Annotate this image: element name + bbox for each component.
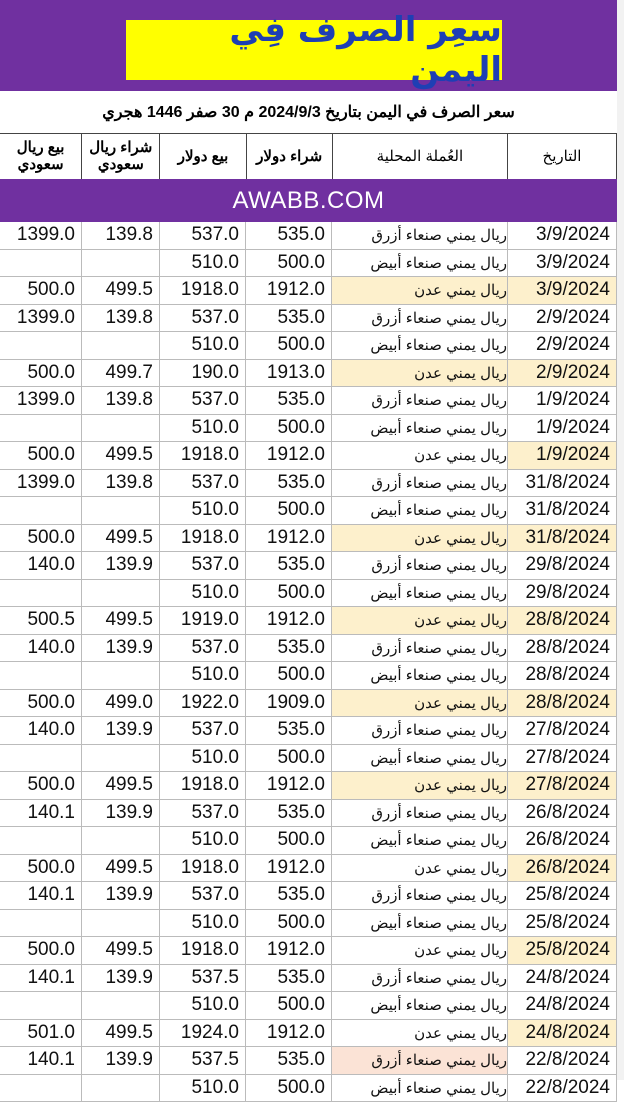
cell-buy-sar[interactable] <box>82 827 160 854</box>
cell-date[interactable]: 3/9/2024 <box>508 222 617 249</box>
cell-sell-usd[interactable]: 537.0 <box>160 552 246 579</box>
cell-sell-usd[interactable]: 537.0 <box>160 635 246 662</box>
cell-buy-usd[interactable]: 1912.0 <box>246 855 332 882</box>
cell-buy-usd[interactable]: 1912.0 <box>246 772 332 799</box>
cell-buy-usd[interactable]: 535.0 <box>246 635 332 662</box>
cell-buy-sar[interactable]: 139.9 <box>82 800 160 827</box>
header-sell-usd: بيع دولار <box>160 133 246 179</box>
cell-sell-sar[interactable]: 500.0 <box>0 525 82 552</box>
table-row <box>0 1020 617 1048</box>
table-row <box>0 882 617 910</box>
cell-currency[interactable]: ريال يمني عدن <box>332 442 508 469</box>
cell-currency[interactable]: ريال يمني عدن <box>332 1020 508 1047</box>
cell-date[interactable]: 1/9/2024 <box>508 415 617 442</box>
table-row <box>0 415 617 443</box>
cell-buy-sar[interactable] <box>82 1075 160 1102</box>
cell-sell-sar[interactable]: 501.0 <box>0 1020 82 1047</box>
table-row <box>0 772 617 800</box>
cell-date[interactable]: 3/9/2024 <box>508 250 617 277</box>
cell-sell-sar[interactable] <box>0 1075 82 1102</box>
table-row <box>0 690 617 718</box>
cell-buy-sar[interactable]: 499.5 <box>82 442 160 469</box>
sheet-edge <box>617 0 624 1080</box>
cell-date[interactable]: 27/8/2024 <box>508 745 617 772</box>
cell-currency[interactable]: ريال يمني عدن <box>332 937 508 964</box>
cell-currency[interactable]: ريال يمني صنعاء أزرق <box>332 305 508 332</box>
cell-buy-usd[interactable]: 535.0 <box>246 882 332 909</box>
header-sell-sar: بيع ريال سعودي <box>0 133 82 179</box>
cell-sell-sar[interactable] <box>0 497 82 524</box>
cell-sell-sar[interactable] <box>0 745 82 772</box>
cell-buy-usd[interactable]: 535.0 <box>246 717 332 744</box>
cell-sell-usd[interactable]: 537.0 <box>160 305 246 332</box>
table-row <box>0 497 617 525</box>
cell-date[interactable]: 31/8/2024 <box>508 470 617 497</box>
cell-sell-usd[interactable]: 510.0 <box>160 497 246 524</box>
cell-sell-sar[interactable] <box>0 580 82 607</box>
cell-currency[interactable]: ريال يمني عدن <box>332 772 508 799</box>
cell-buy-usd[interactable]: 1909.0 <box>246 690 332 717</box>
cell-date[interactable]: 27/8/2024 <box>508 772 617 799</box>
cell-date[interactable]: 29/8/2024 <box>508 580 617 607</box>
cell-currency[interactable]: ريال يمني صنعاء أزرق <box>332 470 508 497</box>
table-row <box>0 965 617 993</box>
cell-buy-usd[interactable]: 500.0 <box>246 745 332 772</box>
cell-sell-usd[interactable]: 537.0 <box>160 470 246 497</box>
cell-sell-sar[interactable]: 140.1 <box>0 1047 82 1074</box>
table-row <box>0 855 617 883</box>
cell-sell-usd[interactable]: 1919.0 <box>160 607 246 634</box>
cell-date[interactable]: 22/8/2024 <box>508 1075 617 1102</box>
cell-buy-sar[interactable]: 139.9 <box>82 882 160 909</box>
table-row <box>0 1047 617 1075</box>
table-row <box>0 1075 617 1102</box>
cell-date[interactable]: 24/8/2024 <box>508 965 617 992</box>
cell-buy-usd[interactable]: 535.0 <box>246 222 332 249</box>
cell-currency[interactable]: ريال يمني عدن <box>332 855 508 882</box>
subtitle: سعر الصرف في اليمن بتاريخ 2024/9/3 م 30 صفر 1446 هجري <box>0 91 617 134</box>
cell-sell-sar[interactable]: 140.1 <box>0 882 82 909</box>
table-row <box>0 250 617 278</box>
cell-buy-sar[interactable]: 139.9 <box>82 717 160 744</box>
header-buy-sar: شراء ريال سعودي <box>82 133 160 179</box>
cell-buy-sar[interactable]: 499.7 <box>82 360 160 387</box>
table-row <box>0 277 617 305</box>
cell-date[interactable]: 2/9/2024 <box>508 305 617 332</box>
table-row <box>0 662 617 690</box>
cell-buy-usd[interactable]: 500.0 <box>246 250 332 277</box>
header-buy-usd: شراء دولار <box>247 133 333 179</box>
cell-date[interactable]: 24/8/2024 <box>508 992 617 1019</box>
cell-sell-sar[interactable]: 1399.0 <box>0 305 82 332</box>
cell-sell-usd[interactable]: 510.0 <box>160 332 246 359</box>
cell-sell-usd[interactable]: 510.0 <box>160 1075 246 1102</box>
cell-sell-sar[interactable] <box>0 662 82 689</box>
cell-date[interactable]: 31/8/2024 <box>508 497 617 524</box>
cell-sell-usd[interactable]: 537.5 <box>160 1047 246 1074</box>
cell-currency[interactable]: ريال يمني صنعاء أبيض <box>332 662 508 689</box>
cell-currency[interactable]: ريال يمني صنعاء أزرق <box>332 387 508 414</box>
cell-date[interactable]: 28/8/2024 <box>508 662 617 689</box>
cell-buy-usd[interactable]: 1912.0 <box>246 277 332 304</box>
cell-date[interactable]: 25/8/2024 <box>508 937 617 964</box>
cell-buy-sar[interactable] <box>82 332 160 359</box>
cell-date[interactable]: 2/9/2024 <box>508 360 617 387</box>
cell-currency[interactable]: ريال يمني صنعاء أبيض <box>332 497 508 524</box>
cell-buy-sar[interactable]: 139.9 <box>82 552 160 579</box>
cell-buy-sar[interactable] <box>82 992 160 1019</box>
cell-sell-sar[interactable] <box>0 415 82 442</box>
cell-sell-sar[interactable]: 500.5 <box>0 607 82 634</box>
cell-buy-usd[interactable]: 500.0 <box>246 580 332 607</box>
cell-currency[interactable]: ريال يمني صنعاء أبيض <box>332 250 508 277</box>
cell-date[interactable]: 28/8/2024 <box>508 635 617 662</box>
cell-sell-sar[interactable]: 500.0 <box>0 277 82 304</box>
cell-sell-usd[interactable]: 537.0 <box>160 800 246 827</box>
cell-buy-usd[interactable]: 535.0 <box>246 1047 332 1074</box>
table-row <box>0 387 617 415</box>
cell-sell-sar[interactable]: 1399.0 <box>0 387 82 414</box>
table-row <box>0 222 617 250</box>
cell-date[interactable]: 3/9/2024 <box>508 277 617 304</box>
cell-sell-usd[interactable]: 1918.0 <box>160 937 246 964</box>
cell-date[interactable]: 25/8/2024 <box>508 882 617 909</box>
cell-sell-usd[interactable]: 510.0 <box>160 745 246 772</box>
cell-sell-usd[interactable]: 510.0 <box>160 827 246 854</box>
cell-sell-sar[interactable]: 500.0 <box>0 442 82 469</box>
cell-currency[interactable]: ريال يمني عدن <box>332 360 508 387</box>
table-row <box>0 937 617 965</box>
header-currency: العُملة المحلية <box>333 133 508 179</box>
table-row <box>0 910 617 938</box>
cell-buy-sar[interactable]: 499.0 <box>82 690 160 717</box>
cell-buy-usd[interactable]: 1912.0 <box>246 525 332 552</box>
cell-buy-sar[interactable]: 499.5 <box>82 937 160 964</box>
cell-buy-usd[interactable]: 500.0 <box>246 910 332 937</box>
cell-buy-sar[interactable] <box>82 580 160 607</box>
table-row <box>0 745 617 773</box>
cell-date[interactable]: 25/8/2024 <box>508 910 617 937</box>
cell-currency[interactable]: ريال يمني عدن <box>332 525 508 552</box>
cell-buy-sar[interactable]: 139.9 <box>82 1047 160 1074</box>
table-row <box>0 580 617 608</box>
cell-date[interactable]: 1/9/2024 <box>508 442 617 469</box>
cell-date[interactable]: 28/8/2024 <box>508 607 617 634</box>
cell-sell-sar[interactable] <box>0 827 82 854</box>
table-row <box>0 442 617 470</box>
cell-sell-usd[interactable]: 510.0 <box>160 250 246 277</box>
cell-buy-usd[interactable]: 535.0 <box>246 470 332 497</box>
cell-buy-usd[interactable]: 535.0 <box>246 965 332 992</box>
cell-sell-sar[interactable] <box>0 992 82 1019</box>
cell-sell-sar[interactable]: 140.1 <box>0 800 82 827</box>
header-date: التاريخ <box>508 133 617 179</box>
cell-buy-usd[interactable]: 1912.0 <box>246 937 332 964</box>
cell-buy-usd[interactable]: 535.0 <box>246 305 332 332</box>
cell-sell-usd[interactable]: 537.0 <box>160 717 246 744</box>
cell-currency[interactable]: ريال يمني صنعاء أبيض <box>332 910 508 937</box>
table-row <box>0 552 617 580</box>
cell-buy-sar[interactable]: 139.8 <box>82 305 160 332</box>
cell-sell-sar[interactable] <box>0 250 82 277</box>
cell-sell-usd[interactable]: 1924.0 <box>160 1020 246 1047</box>
cell-currency[interactable]: ريال يمني صنعاء أزرق <box>332 965 508 992</box>
cell-sell-sar[interactable]: 500.0 <box>0 360 82 387</box>
cell-sell-usd[interactable]: 510.0 <box>160 910 246 937</box>
cell-buy-usd[interactable]: 500.0 <box>246 497 332 524</box>
table-row <box>0 332 617 360</box>
cell-date[interactable]: 2/9/2024 <box>508 332 617 359</box>
cell-currency[interactable]: ريال يمني صنعاء أزرق <box>332 552 508 579</box>
cell-sell-sar[interactable] <box>0 332 82 359</box>
cell-buy-usd[interactable]: 1912.0 <box>246 1020 332 1047</box>
cell-buy-sar[interactable]: 139.8 <box>82 387 160 414</box>
table-row <box>0 717 617 745</box>
cell-currency[interactable]: ريال يمني صنعاء أزرق <box>332 1047 508 1074</box>
cell-sell-sar[interactable]: 500.0 <box>0 690 82 717</box>
table-header <box>0 133 617 180</box>
cell-sell-usd[interactable]: 537.5 <box>160 965 246 992</box>
cell-currency[interactable]: ريال يمني صنعاء أزرق <box>332 222 508 249</box>
cell-date[interactable]: 1/9/2024 <box>508 387 617 414</box>
cell-sell-usd[interactable]: 190.0 <box>160 360 246 387</box>
cell-buy-usd[interactable]: 535.0 <box>246 800 332 827</box>
table-row <box>0 470 617 498</box>
cell-buy-sar[interactable]: 139.8 <box>82 470 160 497</box>
table-row <box>0 827 617 855</box>
cell-buy-usd[interactable]: 500.0 <box>246 332 332 359</box>
cell-date[interactable]: 28/8/2024 <box>508 690 617 717</box>
cell-buy-sar[interactable] <box>82 250 160 277</box>
cell-sell-sar[interactable]: 500.0 <box>0 855 82 882</box>
table-row <box>0 360 617 388</box>
cell-buy-sar[interactable] <box>82 415 160 442</box>
cell-date[interactable]: 26/8/2024 <box>508 855 617 882</box>
cell-buy-sar[interactable]: 139.9 <box>82 635 160 662</box>
cell-buy-sar[interactable]: 139.8 <box>82 222 160 249</box>
cell-sell-usd[interactable]: 1918.0 <box>160 855 246 882</box>
cell-sell-usd[interactable]: 537.0 <box>160 387 246 414</box>
table-row <box>0 305 617 333</box>
cell-date[interactable]: 24/8/2024 <box>508 1020 617 1047</box>
cell-sell-usd[interactable]: 1918.0 <box>160 772 246 799</box>
title-banner <box>0 0 618 91</box>
cell-buy-sar[interactable] <box>82 910 160 937</box>
cell-buy-usd[interactable]: 1913.0 <box>246 360 332 387</box>
cell-currency[interactable]: ريال يمني صنعاء أبيض <box>332 332 508 359</box>
cell-currency[interactable]: ريال يمني عدن <box>332 607 508 634</box>
cell-currency[interactable]: ريال يمني صنعاء أبيض <box>332 745 508 772</box>
site-banner: AWABB.COM <box>0 179 617 222</box>
cell-buy-sar[interactable]: 499.5 <box>82 525 160 552</box>
cell-buy-sar[interactable] <box>82 745 160 772</box>
cell-date[interactable]: 26/8/2024 <box>508 800 617 827</box>
table-row <box>0 992 617 1020</box>
cell-buy-usd[interactable]: 1912.0 <box>246 607 332 634</box>
cell-sell-sar[interactable] <box>0 910 82 937</box>
cell-buy-usd[interactable]: 500.0 <box>246 415 332 442</box>
cell-buy-usd[interactable]: 500.0 <box>246 992 332 1019</box>
cell-sell-sar[interactable]: 140.0 <box>0 717 82 744</box>
cell-buy-sar[interactable]: 499.5 <box>82 277 160 304</box>
cell-date[interactable]: 22/8/2024 <box>508 1047 617 1074</box>
cell-currency[interactable]: ريال يمني صنعاء أبيض <box>332 992 508 1019</box>
cell-currency[interactable]: ريال يمني صنعاء أبيض <box>332 827 508 854</box>
cell-currency[interactable]: ريال يمني صنعاء أزرق <box>332 717 508 744</box>
cell-buy-usd[interactable]: 1912.0 <box>246 442 332 469</box>
cell-sell-usd[interactable]: 1918.0 <box>160 525 246 552</box>
cell-sell-sar[interactable]: 140.0 <box>0 552 82 579</box>
cell-sell-sar[interactable]: 500.0 <box>0 937 82 964</box>
cell-date[interactable]: 29/8/2024 <box>508 552 617 579</box>
title-box <box>126 20 502 80</box>
cell-sell-sar[interactable]: 500.0 <box>0 772 82 799</box>
cell-buy-sar[interactable] <box>82 662 160 689</box>
cell-buy-usd[interactable]: 500.0 <box>246 1075 332 1102</box>
cell-date[interactable]: 26/8/2024 <box>508 827 617 854</box>
cell-sell-sar[interactable]: 1399.0 <box>0 222 82 249</box>
cell-buy-sar[interactable]: 499.5 <box>82 772 160 799</box>
cell-sell-usd[interactable]: 537.0 <box>160 222 246 249</box>
cell-currency[interactable]: ريال يمني صنعاء أزرق <box>332 882 508 909</box>
table-row <box>0 800 617 828</box>
table-row <box>0 607 617 635</box>
cell-sell-usd[interactable]: 537.0 <box>160 882 246 909</box>
cell-buy-usd[interactable]: 535.0 <box>246 387 332 414</box>
cell-currency[interactable]: ريال يمني صنعاء أزرق <box>332 635 508 662</box>
cell-currency[interactable]: ريال يمني صنعاء أبيض <box>332 580 508 607</box>
cell-sell-usd[interactable]: 510.0 <box>160 580 246 607</box>
cell-date[interactable]: 31/8/2024 <box>508 525 617 552</box>
cell-buy-sar[interactable] <box>82 497 160 524</box>
cell-sell-sar[interactable]: 140.0 <box>0 635 82 662</box>
cell-sell-usd[interactable]: 1918.0 <box>160 442 246 469</box>
cell-sell-usd[interactable]: 510.0 <box>160 415 246 442</box>
cell-buy-usd[interactable]: 535.0 <box>246 552 332 579</box>
cell-buy-sar[interactable]: 499.5 <box>82 1020 160 1047</box>
cell-sell-usd[interactable]: 510.0 <box>160 992 246 1019</box>
table-row <box>0 525 617 553</box>
cell-sell-usd[interactable]: 510.0 <box>160 662 246 689</box>
table-row <box>0 635 617 663</box>
cell-currency[interactable]: ريال يمني عدن <box>332 690 508 717</box>
page-title: سعِر الصرف فِي اليمن <box>126 10 502 90</box>
cell-buy-sar[interactable]: 139.9 <box>82 965 160 992</box>
cell-currency[interactable]: ريال يمني صنعاء أبيض <box>332 1075 508 1102</box>
cell-sell-usd[interactable]: 1922.0 <box>160 690 246 717</box>
cell-sell-usd[interactable]: 1918.0 <box>160 277 246 304</box>
cell-sell-sar[interactable]: 140.1 <box>0 965 82 992</box>
cell-currency[interactable]: ريال يمني عدن <box>332 277 508 304</box>
cell-currency[interactable]: ريال يمني صنعاء أبيض <box>332 415 508 442</box>
cell-buy-sar[interactable]: 499.5 <box>82 855 160 882</box>
cell-buy-usd[interactable]: 500.0 <box>246 662 332 689</box>
cell-currency[interactable]: ريال يمني صنعاء أزرق <box>332 800 508 827</box>
cell-date[interactable]: 27/8/2024 <box>508 717 617 744</box>
cell-sell-sar[interactable]: 1399.0 <box>0 470 82 497</box>
cell-buy-sar[interactable]: 499.5 <box>82 607 160 634</box>
cell-buy-usd[interactable]: 500.0 <box>246 827 332 854</box>
rates-table <box>0 222 617 1102</box>
